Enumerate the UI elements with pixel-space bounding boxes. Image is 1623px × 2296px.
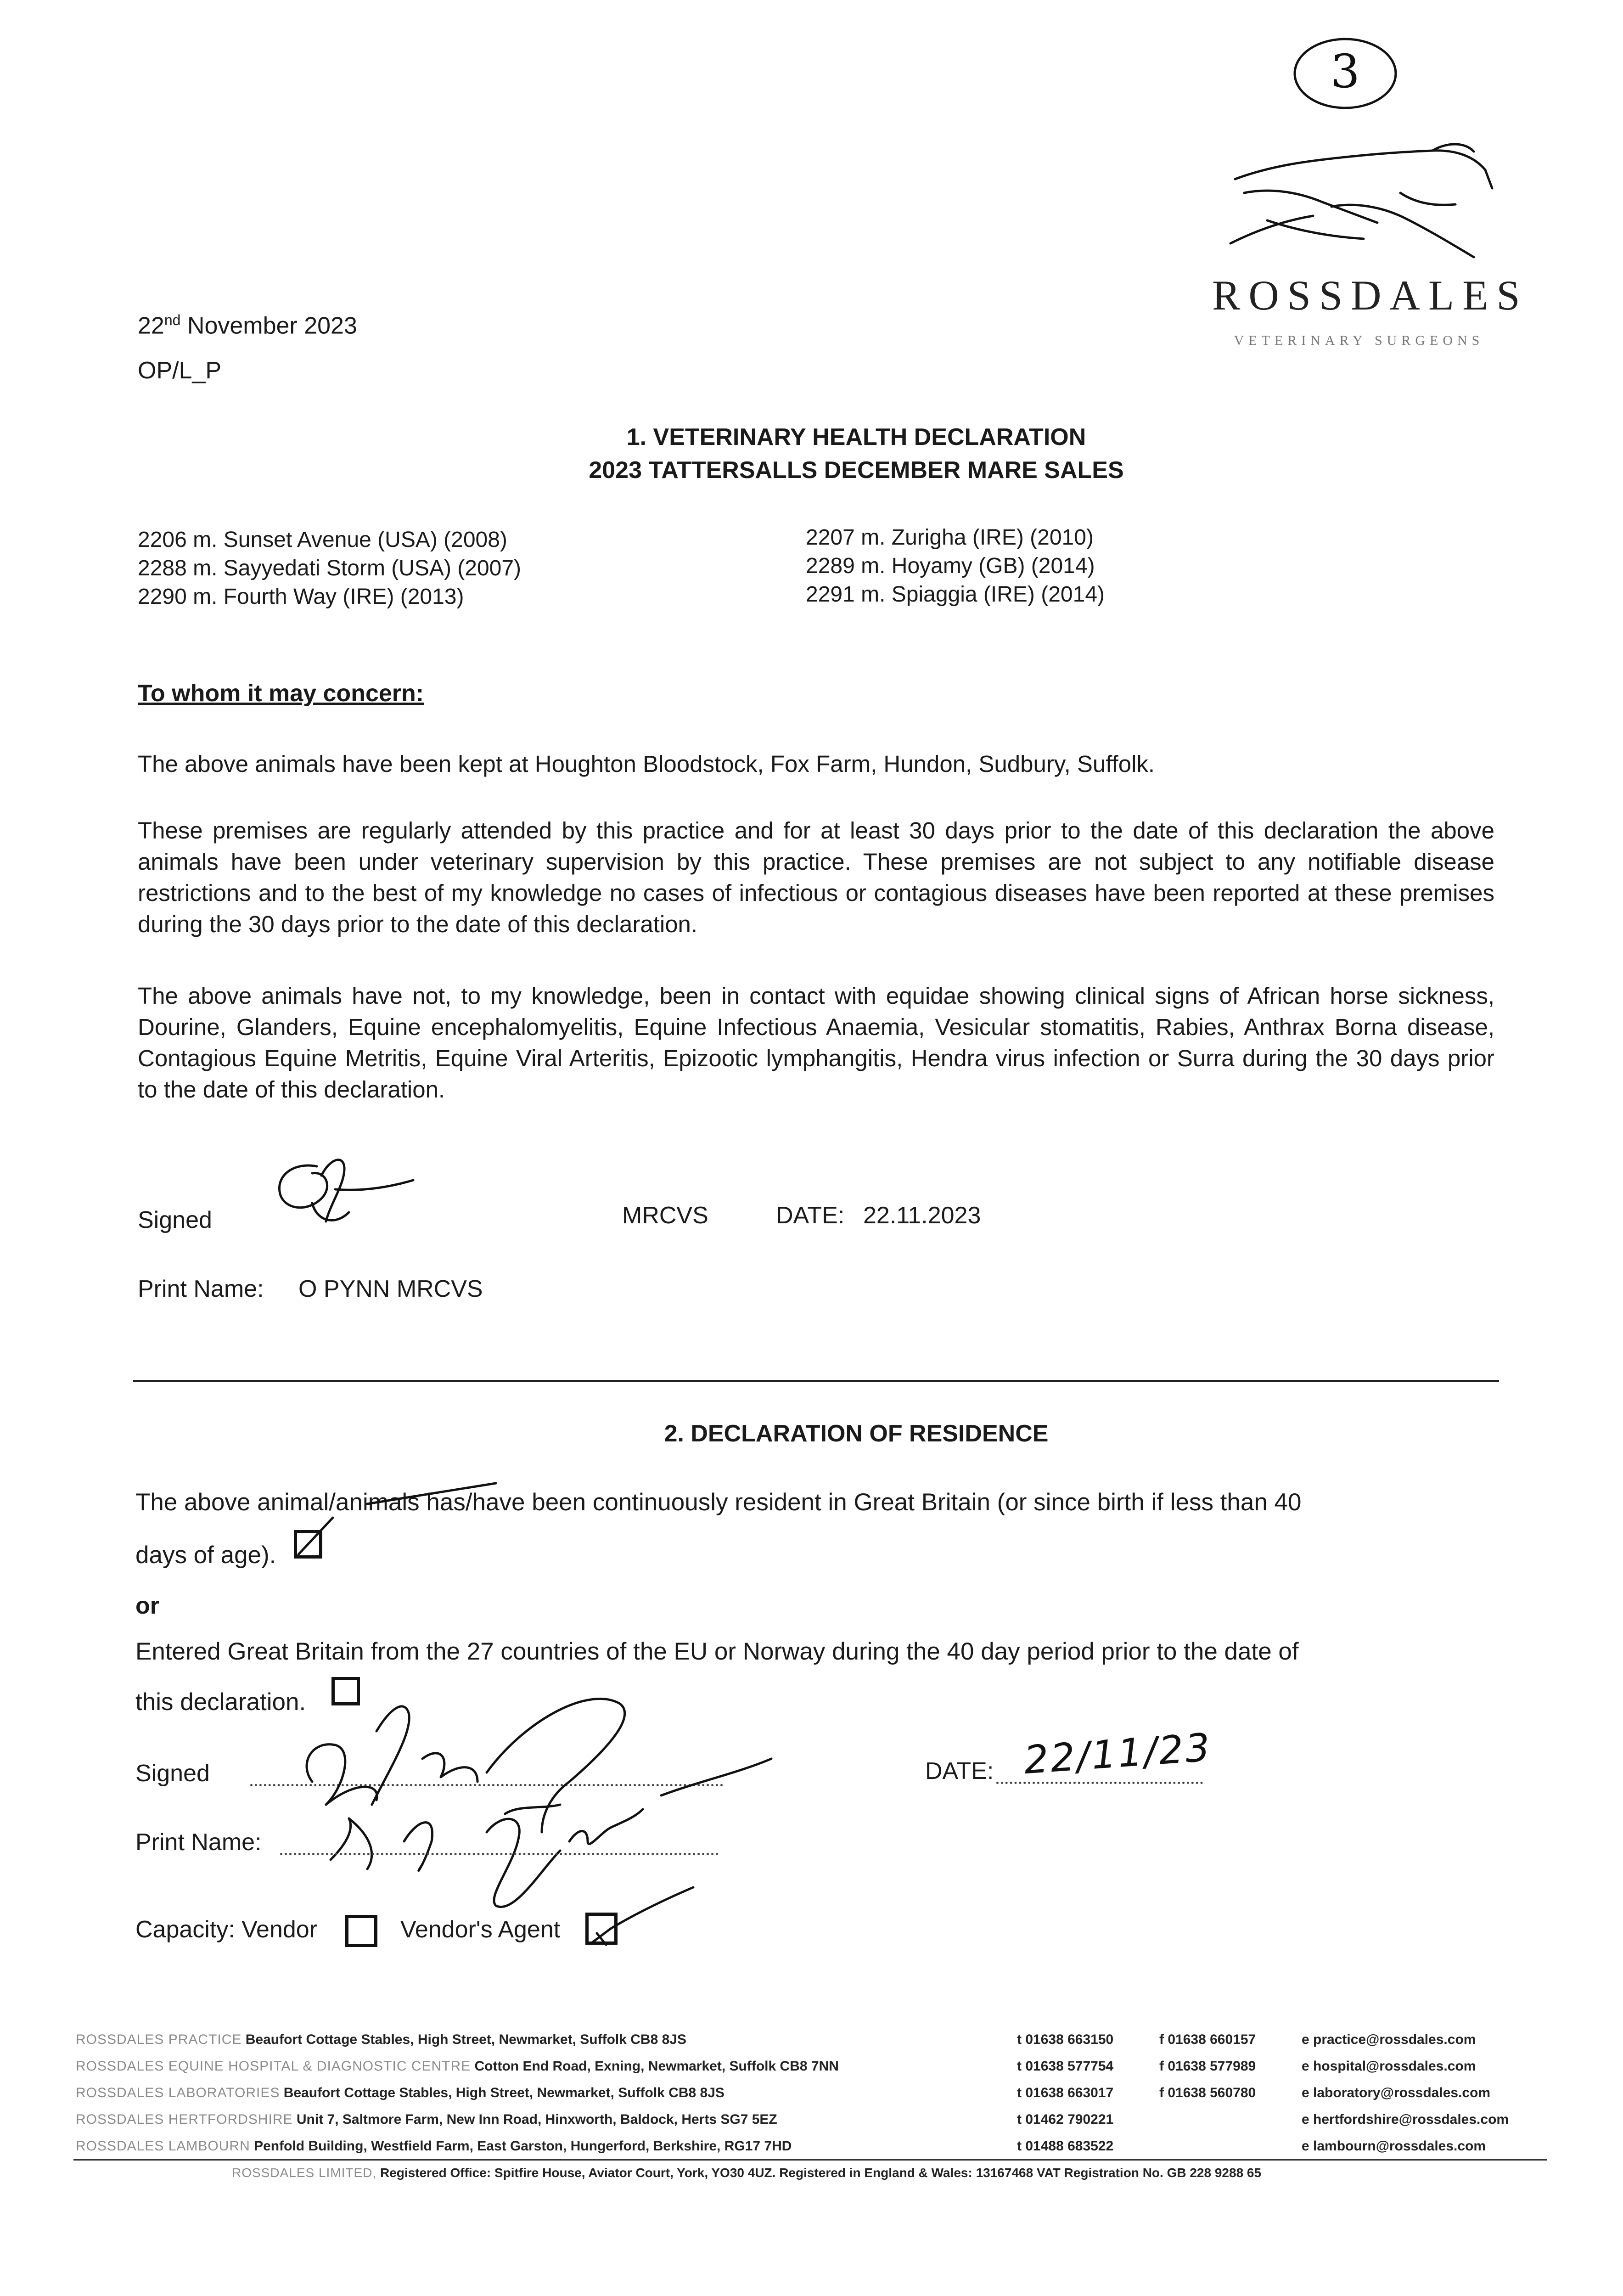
footer-address: Cotton End Road, Exning, Newmarket, Suffolk CB8 7NN — [474, 2059, 839, 2074]
vendor-checkbox[interactable] — [345, 1915, 377, 1947]
footer-label: ROSSDALES PRACTICE — [76, 2032, 242, 2047]
footer-email[interactable]: e hospital@rossdales.com — [1302, 2059, 1476, 2074]
lot-item: 2207 m. Zurigha (IRE) (2010) — [806, 525, 1094, 550]
footer-address: Penfold Building, Westfield Farm, East Garston, Hungerford, Berkshire, RG17 7HD — [254, 2138, 792, 2154]
footer-tel: t 01638 663150 — [1017, 2032, 1114, 2047]
paragraph-premises: The above animals have been kept at Houghton Bloodstock, Fox Farm, Hundon, Sudbury, Suffolk. — [138, 751, 1155, 777]
footer-row — [76, 2137, 792, 2155]
or-label: or — [135, 1593, 159, 1619]
entered-line-1: Entered Great Britain from the 27 countries of the EU or Norway during the 40 day period prior to the date of — [135, 1638, 1299, 1665]
footer-fax: f 01638 577989 — [1159, 2059, 1256, 2074]
residence-line-2: days of age). — [135, 1542, 276, 1569]
vet-date-value: 22.11.2023 — [863, 1202, 981, 1229]
vet-mrcvs-label: MRCVS — [622, 1202, 708, 1229]
lot-item: 2288 m. Sayyedati Storm (USA) (2007) — [138, 556, 522, 580]
owner-signed-label: Signed — [135, 1760, 210, 1787]
footer-row — [76, 2031, 686, 2049]
vet-print-name-label: Print Name: — [138, 1276, 264, 1302]
section-divider — [133, 1380, 1499, 1382]
paragraph-supervision: These premises are regularly attended by this practice and for at least 30 days prior to the date of this declaration the above animals have been under veterinary supervision by this practice. These premises are not subject to any notifiable disease restrictions and to the best of my knowledge no cases of infectious or contagious diseases have been reported at these premises during the 30 days prior to the date of this declaration. — [138, 817, 1494, 937]
paragraph-disease-contact: The above animals have not, to my knowledge, been in contact with equidae showing clinical signs of African horse sickness, Dourine, Glanders, Equine encephalomyelitis, Equine Infectious Anaemia, Vesicular stomatitis, Rabies, Anthrax Borna disease, Contagious Equine Metritis, Equine Viral Arteritis, Epizootic lymphangitis, Hendra virus infection or Surra during the 30 days prior to the date of this declaration. — [138, 983, 1494, 1103]
vet-date-label: DATE: — [776, 1202, 845, 1229]
footer-row — [76, 2084, 724, 2102]
vet-print-name-value: O PYNN MRCVS — [298, 1276, 483, 1302]
footer-address: Unit 7, Saltmore Farm, New Inn Road, Hinxworth, Baldock, Herts SG7 5EZ — [296, 2112, 777, 2127]
lots-left — [138, 526, 521, 611]
footer-registered — [232, 2164, 1261, 2182]
footer-address: Beaufort Cottage Stables, High Street, Newmarket, Suffolk CB8 8JS — [283, 2085, 724, 2100]
lot-item: 2289 m. Hoyamy (GB) (2014) — [806, 554, 1095, 578]
footer-fax: f 01638 560780 — [1159, 2085, 1256, 2100]
footer-tel: t 01462 790221 — [1017, 2112, 1114, 2127]
footer-tel: t 01488 683522 — [1017, 2138, 1114, 2154]
animal-strikethrough — [363, 1479, 500, 1506]
vendor-agent-label: Vendor's Agent — [400, 1916, 561, 1943]
owner-print-name-label: Print Name: — [135, 1829, 262, 1856]
section2-title: 2. DECLARATION OF RESIDENCE — [664, 1420, 1049, 1447]
footer-registered-label: ROSSDALES LIMITED, — [232, 2166, 377, 2180]
circled-page-number — [1286, 28, 1405, 119]
footer-email[interactable]: e hertfordshire@rossdales.com — [1302, 2112, 1509, 2127]
footer-label: ROSSDALES LABORATORIES — [76, 2085, 280, 2100]
owner-date-label: DATE: — [925, 1758, 994, 1784]
footer-label: ROSSDALES EQUINE HOSPITAL & DIAGNOSTIC CENTRE — [76, 2059, 471, 2074]
section1-title: 1. VETERINARY HEALTH DECLARATION — [626, 424, 1086, 450]
lot-item: 2206 m. Sunset Avenue (USA) (2008) — [138, 528, 507, 552]
residence-line-1: The above animal/animals has/have been continuously resident in Great Britain (or since birth if less than 40 — [135, 1489, 1302, 1516]
lot-item: 2290 m. Fourth Way (IRE) (2013) — [138, 585, 464, 609]
reference: OP/L_P — [138, 357, 222, 384]
footer-email[interactable]: e practice@rossdales.com — [1302, 2032, 1476, 2047]
salutation: To whom it may concern: — [138, 680, 424, 707]
footer-email[interactable]: e lambourn@rossdales.com — [1302, 2138, 1486, 2154]
brand-name: ROSSDALES — [1212, 272, 1528, 319]
footer-tel: t 01638 663017 — [1017, 2085, 1114, 2100]
footer-tel: t 01638 577754 — [1017, 2059, 1114, 2074]
brand-tagline: VETERINARY SURGEONS — [1234, 333, 1484, 348]
horse-logo-icon — [1217, 138, 1501, 276]
letter-date-rest: November 2023 — [180, 312, 357, 339]
letter-date — [138, 305, 357, 340]
capacity-vendor-label: Capacity: Vendor — [135, 1916, 318, 1943]
lot-item: 2291 m. Spiaggia (IRE) (2014) — [806, 582, 1105, 607]
footer-address: Beaufort Cottage Stables, High Street, Newmarket, Suffolk CB8 8JS — [245, 2032, 686, 2047]
entered-line-2: this declaration. — [135, 1688, 306, 1716]
footer-fax: f 01638 660157 — [1159, 2032, 1256, 2047]
vet-signature — [257, 1148, 432, 1235]
letter-date-suffix: nd — [164, 312, 181, 328]
page-number-mark: 3 — [1331, 45, 1360, 98]
letter-date-day: 22 — [138, 312, 164, 339]
footer-row — [76, 2110, 777, 2129]
footer-registered-text: Registered Office: Spitfire House, Aviator Court, York, YO30 4UZ. Registered in England & Wales: 13167468 VAT Registration No. GB 228 9288 65 — [380, 2166, 1262, 2180]
section1-subtitle: 2023 TATTERSALLS DECEMBER MARE SALES — [589, 457, 1124, 484]
lots-right — [806, 523, 1105, 609]
footer-label: ROSSDALES LAMBOURN — [76, 2138, 250, 2154]
vet-signed-label: Signed — [138, 1207, 212, 1233]
footer-rule — [73, 2159, 1547, 2161]
footer-email[interactable]: e laboratory@rossdales.com — [1302, 2085, 1491, 2100]
footer-label: ROSSDALES HERTFORDSHIRE — [76, 2112, 293, 2127]
owner-handwritten-date: 22/11/23 — [1022, 1724, 1213, 1783]
agent-check-mark — [583, 1878, 702, 1952]
footer-row — [76, 2057, 839, 2076]
resident-check-mark — [289, 1511, 340, 1561]
